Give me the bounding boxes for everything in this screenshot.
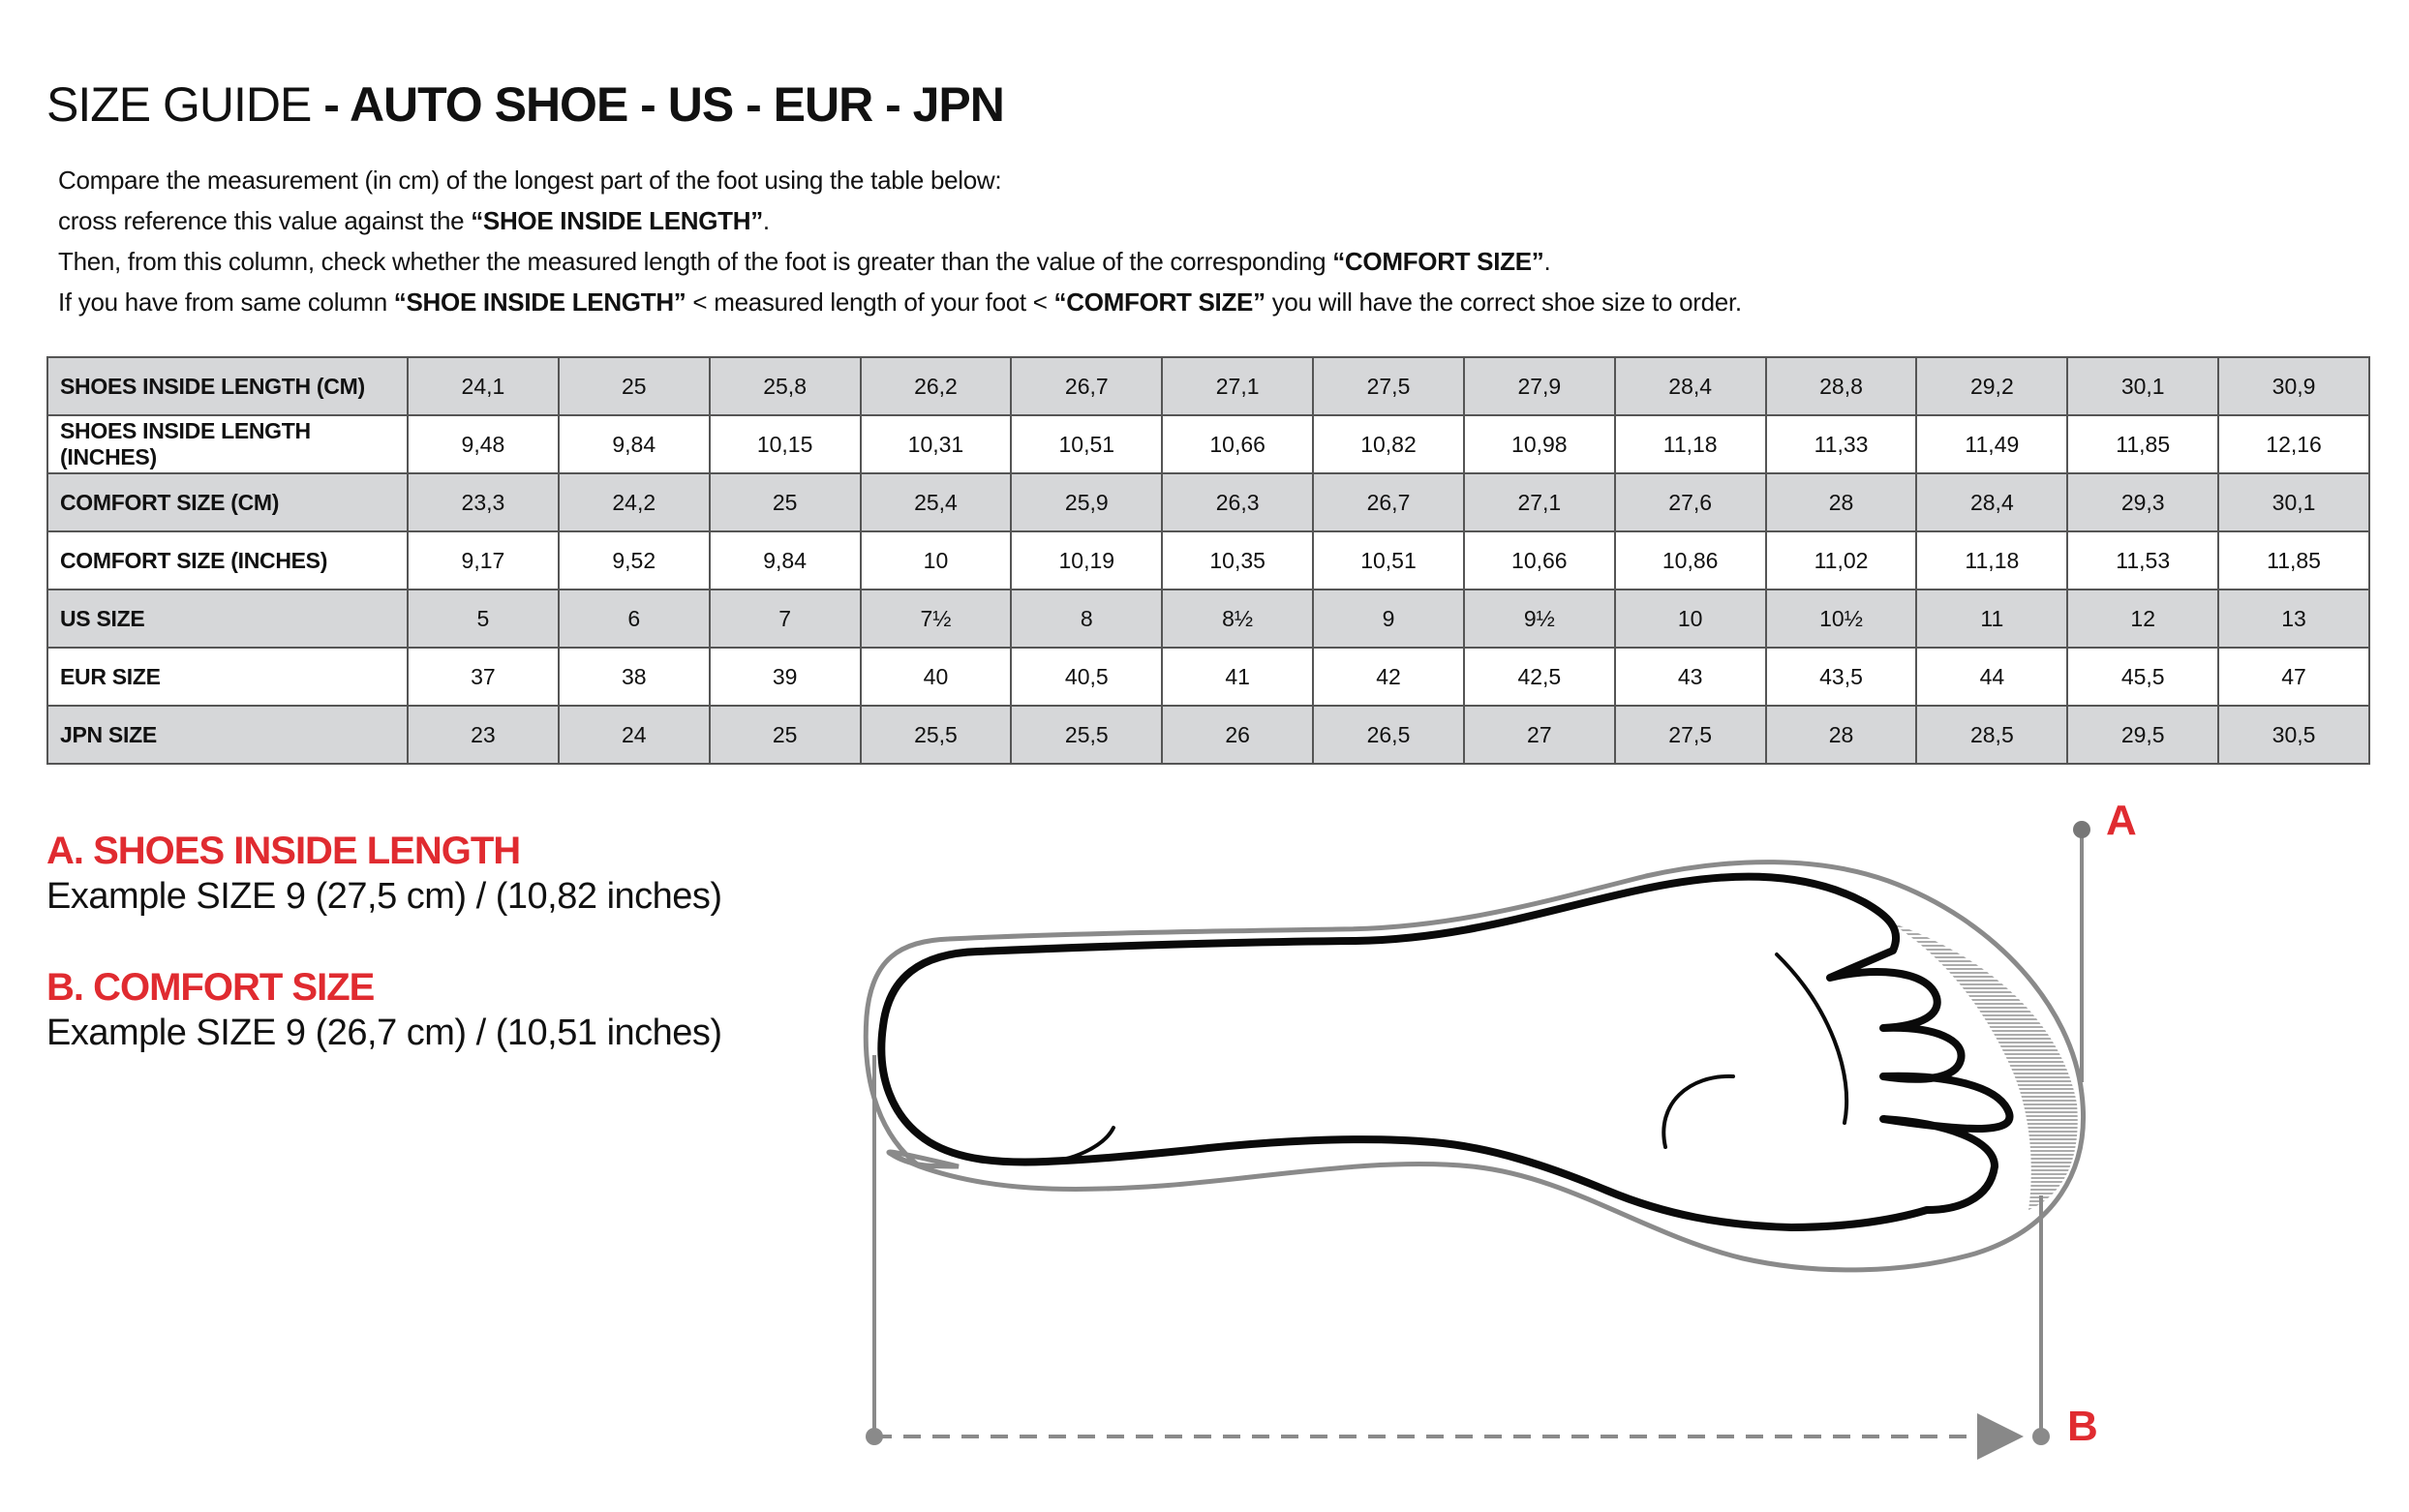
instruction-emphasis: “SHOE INSIDE LENGTH” <box>471 206 763 235</box>
table-cell: 27 <box>1464 706 1615 764</box>
label-b-example: Example SIZE 9 (26,7 cm) / (10,51 inches) <box>46 1013 722 1053</box>
table-cell: 24,1 <box>408 357 559 415</box>
marker-a-letter: A <box>2106 797 2137 844</box>
table-cell: 29,5 <box>2067 706 2218 764</box>
table-cell: 27,1 <box>1464 473 1615 531</box>
table-cell: 42,5 <box>1464 648 1615 706</box>
table-cell: 30,5 <box>2218 706 2369 764</box>
table-cell: 11,18 <box>1916 531 2067 590</box>
title-bold: - AUTO SHOE - US - EUR - JPN <box>311 77 1004 132</box>
table-cell: 28,8 <box>1766 357 1917 415</box>
table-cell: 10,98 <box>1464 415 1615 473</box>
table-cell: 42 <box>1313 648 1464 706</box>
table-cell: 10,82 <box>1313 415 1464 473</box>
table-cell: 7 <box>710 590 861 648</box>
table-cell: 9,84 <box>710 531 861 590</box>
table-cell: 26,7 <box>1313 473 1464 531</box>
table-cell: 9,17 <box>408 531 559 590</box>
table-cell: 27,5 <box>1313 357 1464 415</box>
table-cell: 28 <box>1766 473 1917 531</box>
table-cell: 45,5 <box>2067 648 2218 706</box>
instruction-text: Then, from this column, check whether the measured length of the foot is greater than the value of the corresponding <box>58 247 1333 276</box>
table-cell: 5 <box>408 590 559 648</box>
table-cell: 9,84 <box>559 415 710 473</box>
label-a-title: A. SHOES INSIDE LENGTH <box>46 830 521 872</box>
table-cell: 29,2 <box>1916 357 2067 415</box>
table-cell: 8½ <box>1162 590 1313 648</box>
table-cell: 25,9 <box>1011 473 1162 531</box>
table-cell: 12 <box>2067 590 2218 648</box>
table-cell: 26,5 <box>1313 706 1464 764</box>
title-light: SIZE GUIDE <box>46 77 312 132</box>
table-cell: 38 <box>559 648 710 706</box>
table-cell: 26,7 <box>1011 357 1162 415</box>
instruction-text: you will have the correct shoe size to order. <box>1265 287 1742 317</box>
row-label: JPN SIZE <box>47 706 408 764</box>
table-cell: 11,33 <box>1766 415 1917 473</box>
row-label: EUR SIZE <box>47 648 408 706</box>
label-b-title: B. COMFORT SIZE <box>46 966 375 1009</box>
table-cell: 9½ <box>1464 590 1615 648</box>
instruction-text: If you have from same column <box>58 287 394 317</box>
table-cell: 27,6 <box>1615 473 1766 531</box>
table-cell: 12,16 <box>2218 415 2369 473</box>
marker-a-dot <box>2073 821 2090 838</box>
table-cell: 11,18 <box>1615 415 1766 473</box>
table-cell: 28 <box>1766 706 1917 764</box>
instruction-text: . <box>762 206 770 235</box>
table-cell: 47 <box>2218 648 2369 706</box>
instruction-emphasis: “SHOE INSIDE LENGTH” <box>393 287 686 317</box>
instruction-emphasis: “COMFORT SIZE” <box>1332 247 1544 276</box>
table-cell: 41 <box>1162 648 1313 706</box>
table-cell: 27,9 <box>1464 357 1615 415</box>
instruction-text: cross reference this value against the <box>58 206 472 235</box>
table-cell: 25 <box>710 473 861 531</box>
table-cell: 29,3 <box>2067 473 2218 531</box>
table-cell: 8 <box>1011 590 1162 648</box>
row-label: US SIZE <box>47 590 408 648</box>
table-cell: 25,5 <box>1011 706 1162 764</box>
table-cell: 23 <box>408 706 559 764</box>
table-cell: 26 <box>1162 706 1313 764</box>
row-label: COMFORT SIZE (CM) <box>47 473 408 531</box>
instruction-emphasis: “COMFORT SIZE” <box>1053 287 1265 317</box>
table-cell: 43 <box>1615 648 1766 706</box>
instruction-text: < measured length of your foot < <box>686 287 1054 317</box>
table-cell: 10½ <box>1766 590 1917 648</box>
table-cell: 40,5 <box>1011 648 1162 706</box>
table-cell: 9,48 <box>408 415 559 473</box>
marker-b-letter: B <box>2067 1403 2098 1450</box>
table-cell: 7½ <box>861 590 1012 648</box>
table-cell: 11 <box>1916 590 2067 648</box>
table-cell: 24 <box>559 706 710 764</box>
table-cell: 11,02 <box>1766 531 1917 590</box>
table-cell: 30,1 <box>2067 357 2218 415</box>
table-cell: 25,4 <box>861 473 1012 531</box>
table-cell: 11,49 <box>1916 415 2067 473</box>
table-cell: 10,35 <box>1162 531 1313 590</box>
table-cell: 28,5 <box>1916 706 2067 764</box>
table-cell: 44 <box>1916 648 2067 706</box>
instruction-text: . <box>1543 247 1551 276</box>
table-cell: 25 <box>710 706 861 764</box>
table-cell: 10 <box>861 531 1012 590</box>
shoe-outline <box>866 862 2083 1270</box>
ball-curve <box>1663 1076 1733 1147</box>
table-cell: 26,3 <box>1162 473 1313 531</box>
table-cell: 10,66 <box>1464 531 1615 590</box>
table-cell: 40 <box>861 648 1012 706</box>
table-cell: 39 <box>710 648 861 706</box>
table-cell: 11,85 <box>2067 415 2218 473</box>
table-cell: 37 <box>408 648 559 706</box>
label-a-example: Example SIZE 9 (27,5 cm) / (10,82 inches) <box>46 876 722 917</box>
table-cell: 25,5 <box>861 706 1012 764</box>
table-cell: 10,86 <box>1615 531 1766 590</box>
row-label: SHOES INSIDE LENGTH (CM) <box>47 357 408 415</box>
toe-gap-hatch <box>1888 922 2078 1210</box>
table-cell: 10,51 <box>1011 415 1162 473</box>
table-cell: 9 <box>1313 590 1464 648</box>
table-cell: 43,5 <box>1766 648 1917 706</box>
table-cell: 10 <box>1615 590 1766 648</box>
heel-dot <box>866 1428 883 1445</box>
table-cell: 26,2 <box>861 357 1012 415</box>
table-cell: 10,19 <box>1011 531 1162 590</box>
row-label: SHOES INSIDE LENGTH (INCHES) <box>47 415 408 473</box>
table-cell: 28,4 <box>1916 473 2067 531</box>
marker-b-dot <box>2032 1428 2050 1445</box>
table-cell: 9,52 <box>559 531 710 590</box>
instruction-text: Compare the measurement (in cm) of the longest part of the foot using the table below: <box>58 166 1002 195</box>
table-cell: 11,85 <box>2218 531 2369 590</box>
table-cell: 10,66 <box>1162 415 1313 473</box>
table-cell: 10,31 <box>861 415 1012 473</box>
table-cell: 30,9 <box>2218 357 2369 415</box>
table-cell: 6 <box>559 590 710 648</box>
table-cell: 24,2 <box>559 473 710 531</box>
table-cell: 25,8 <box>710 357 861 415</box>
table-cell: 11,53 <box>2067 531 2218 590</box>
row-label: COMFORT SIZE (INCHES) <box>47 531 408 590</box>
table-cell: 13 <box>2218 590 2369 648</box>
table-cell: 27,1 <box>1162 357 1313 415</box>
table-cell: 25 <box>559 357 710 415</box>
table-cell: 30,1 <box>2218 473 2369 531</box>
table-cell: 28,4 <box>1615 357 1766 415</box>
table-cell: 10,15 <box>710 415 861 473</box>
table-cell: 23,3 <box>408 473 559 531</box>
table-cell: 10,51 <box>1313 531 1464 590</box>
table-cell: 27,5 <box>1615 706 1766 764</box>
